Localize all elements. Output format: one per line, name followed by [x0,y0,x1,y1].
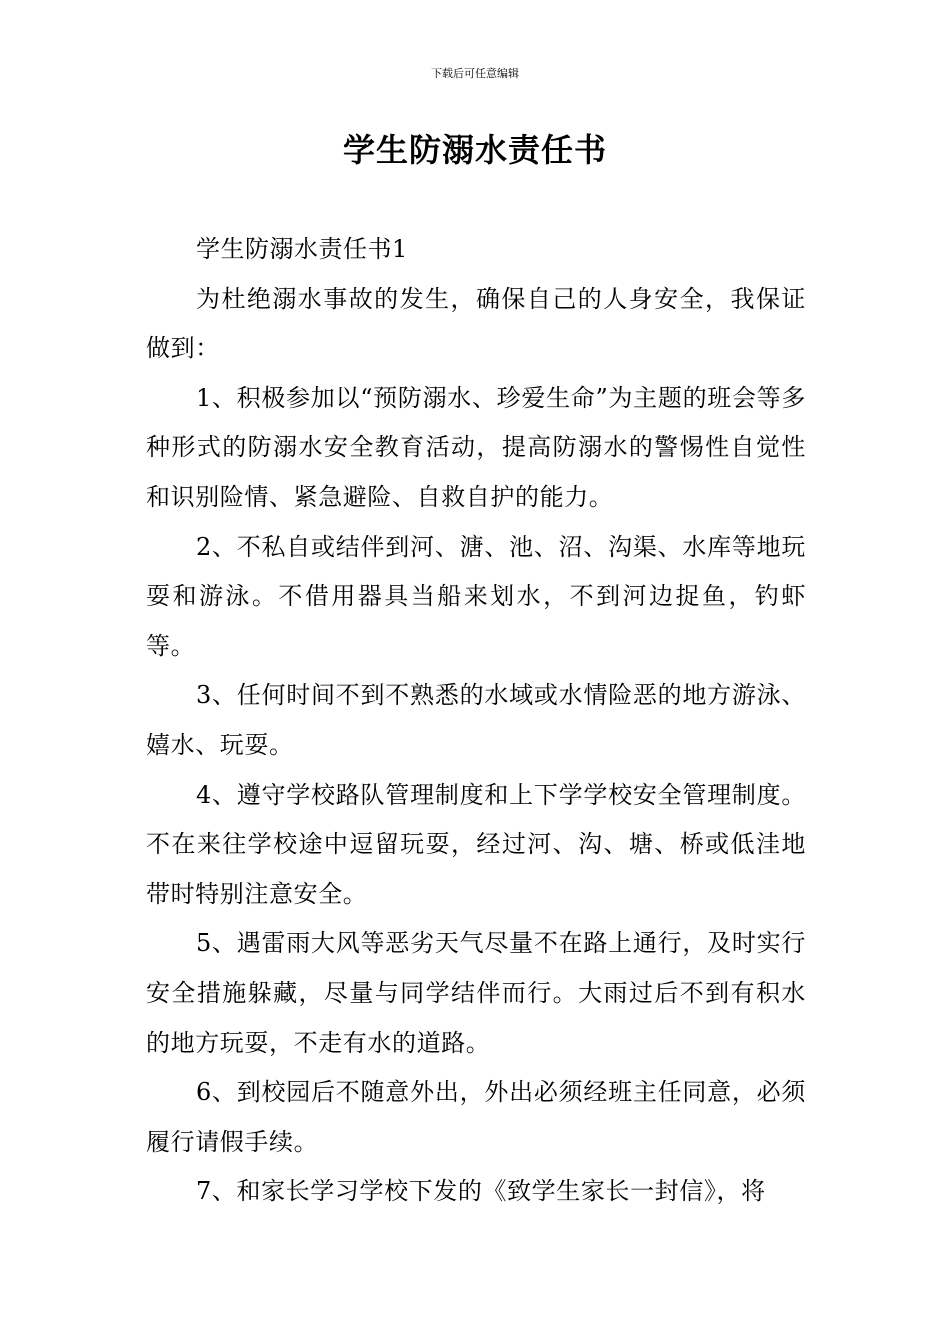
document-title: 学生防溺水责任书 [342,131,607,169]
paragraph-item-1: 1、积极参加以“预防溺水、珍爱生命”为主题的班会等多种形式的防溺水安全教育活动，提高防溺水的警惕性自觉性和识别险情、紧急避险、自救自护的能力。 [146,383,806,511]
header-note: 下载后可任意编辑 [431,67,519,80]
paragraph-item-5: 5、遇雷雨大风等恶劣天气尽量不在路上通行，及时实行安全措施躲藏，尽量与同学结伴而行。大雨过后不到有积水的地方玩耍，不走有水的道路。 [146,929,806,1057]
paragraph-item-7: 7、和家长学习学校下发的《致学生家长一封信》，将 [196,1177,766,1206]
paragraph-item-6: 6、到校园后不随意外出，外出必须经班主任同意，必须履行请假手续。 [146,1078,806,1156]
section-heading: 学生防溺水责任书1 [196,235,408,263]
intro-paragraph: 为杜绝溺水事故的发生，确保自己的人身安全，我保证做到： [146,284,806,363]
document-body [146,225,806,1217]
paragraph-item-3: 3、任何时间不到不熟悉的水域或水情险恶的地方游泳、嬉水、玩耍。 [146,681,806,759]
paragraph-item-4: 4、遵守学校路队管理制度和上下学学校安全管理制度。不在来往学校途中逗留玩耍，经过河、沟、塘、桥或低洼地带时特别注意安全。 [146,780,806,908]
paragraph-item-2: 2、不私自或结伴到河、溏、池、沼、沟渠、水库等地玩耍和游泳。不借用器具当船来划水，不到河边捉鱼，钓虾等。 [146,532,806,660]
